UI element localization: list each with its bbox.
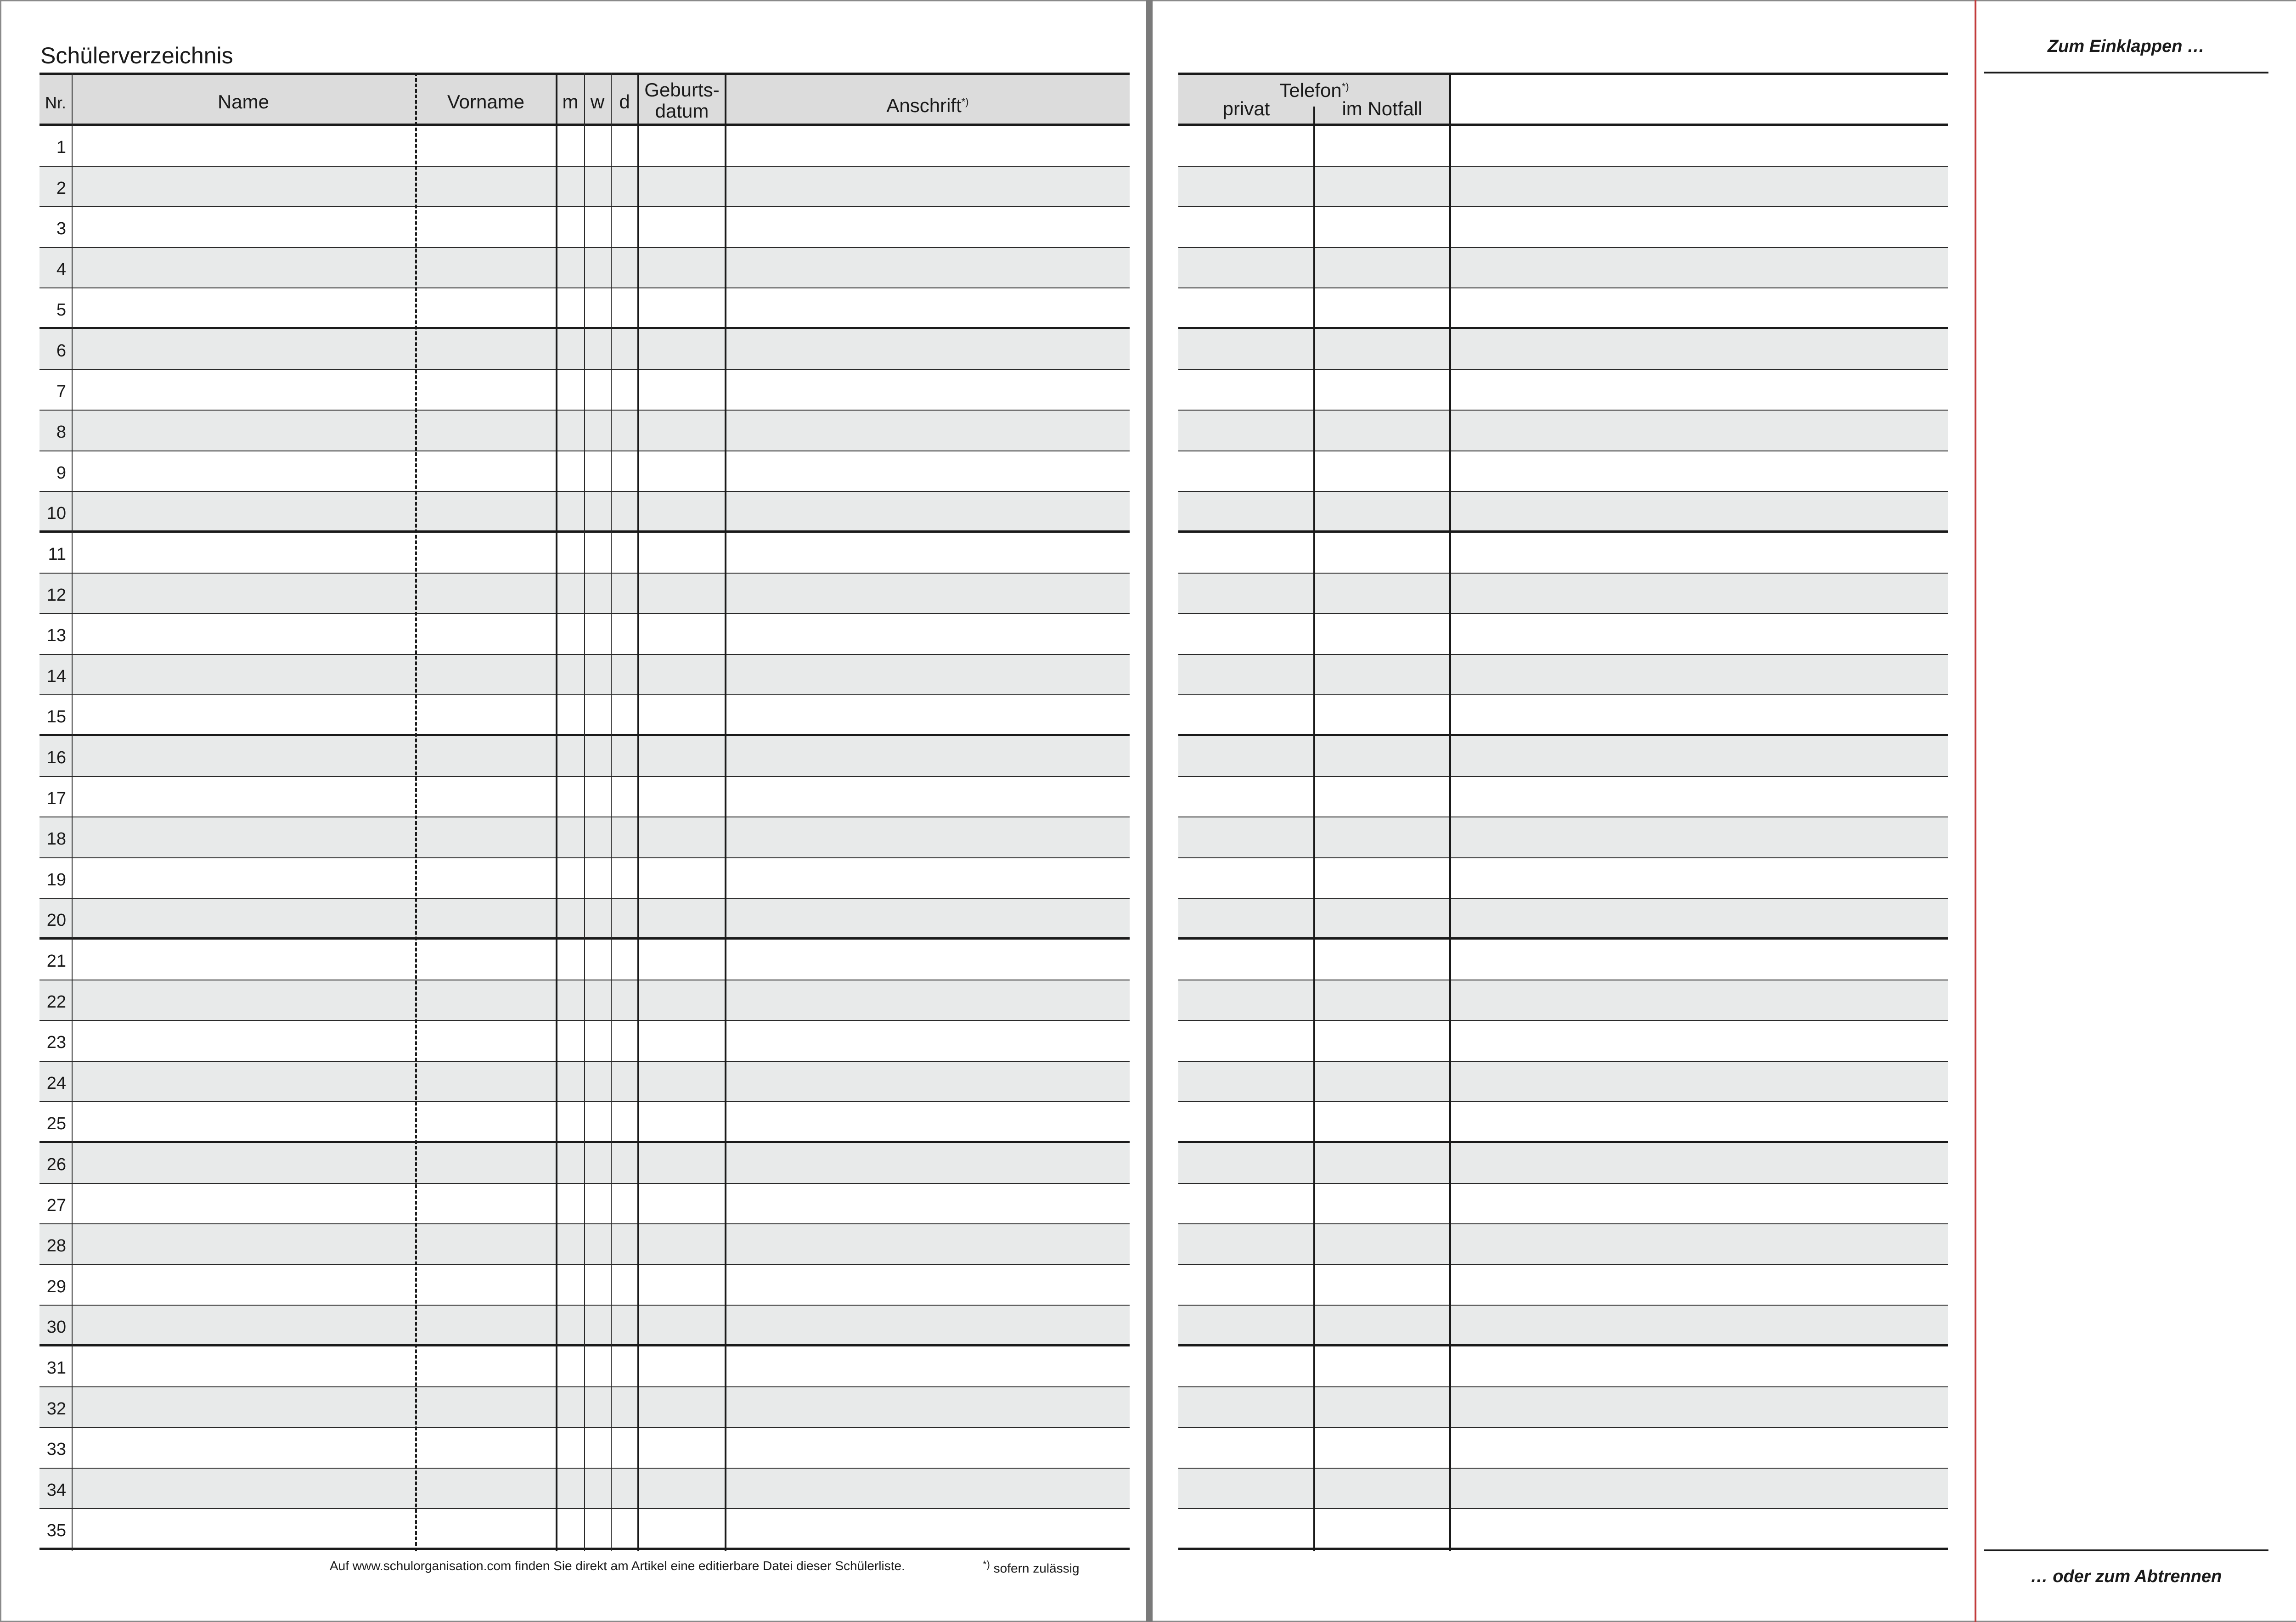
- phone-table-row: [1178, 1143, 1948, 1184]
- phone-table-header: [1178, 73, 1948, 126]
- header-top-rule: [1450, 73, 1948, 75]
- row-number: 33: [46, 1440, 66, 1459]
- phone-table-row: [1178, 899, 1948, 940]
- phone-table-row: [1178, 126, 1948, 167]
- header-m: m: [562, 91, 579, 113]
- row-number: 15: [46, 707, 66, 727]
- phone-table: [1178, 73, 1948, 1551]
- col-divider-notfall: [1449, 73, 1451, 1551]
- phone-table-row: [1178, 736, 1948, 777]
- phone-table-row: [1178, 1184, 1948, 1225]
- row-number: 27: [46, 1195, 66, 1215]
- row-number: 34: [46, 1480, 66, 1500]
- phone-table-row: [1178, 1062, 1948, 1103]
- flap-bottom-text: … oder zum Abtrennen: [2030, 1567, 2222, 1586]
- header-telefon-label: Telefon: [1279, 79, 1342, 101]
- row-number: 10: [46, 504, 66, 524]
- phone-table-row: [1178, 614, 1948, 655]
- row-number: 2: [56, 178, 66, 198]
- row-number: 4: [56, 259, 66, 279]
- row-number: 32: [46, 1399, 66, 1419]
- col-divider-d: [637, 73, 639, 1551]
- footer-sup: *): [983, 1559, 990, 1570]
- header-nr: Nr.: [45, 93, 66, 112]
- row-number: 16: [46, 748, 66, 767]
- phone-table-row: [1178, 288, 1948, 329]
- col-divider-name: [415, 73, 417, 1551]
- header-anschrift-sup: *): [961, 96, 969, 107]
- phone-table-row: [1178, 533, 1948, 574]
- flap-top-text: Zum Einklappen …: [2047, 37, 2205, 56]
- row-number: 25: [46, 1114, 66, 1134]
- header-anschrift: [726, 91, 1130, 116]
- phone-table-row: [1178, 817, 1948, 858]
- phone-table-row: [1178, 858, 1948, 899]
- phone-table-row: [1178, 1021, 1948, 1062]
- row-number: 7: [56, 382, 66, 401]
- header-w: w: [590, 91, 605, 113]
- fold-line: [1975, 0, 1976, 1622]
- header-geburtsdatum-line2: datum: [655, 100, 709, 122]
- row-number: 8: [56, 422, 66, 442]
- phone-table-row: [1178, 1509, 1948, 1550]
- phone-table-row: [1178, 248, 1948, 289]
- row-number: 6: [56, 341, 66, 360]
- header-privat: privat: [1222, 98, 1270, 119]
- flap-top-rule: [1984, 72, 2268, 73]
- student-table: [39, 73, 1130, 1551]
- row-number: 12: [46, 585, 66, 605]
- row-number: 11: [48, 545, 66, 564]
- phone-table-row: [1178, 1387, 1948, 1428]
- binding-spine: [1146, 0, 1153, 1622]
- row-number: 19: [46, 870, 66, 890]
- phone-table-row: [1178, 1346, 1948, 1387]
- row-number: 5: [56, 300, 66, 320]
- header-notfall: im Notfall: [1342, 98, 1423, 119]
- phone-table-row: [1178, 167, 1948, 208]
- row-number: 28: [46, 1236, 66, 1256]
- phone-table-row: [1178, 777, 1948, 818]
- col-divider-geburtsdatum: [725, 73, 726, 1551]
- header-telefon: [1178, 76, 1450, 101]
- header-name: Name: [217, 91, 270, 113]
- row-number: 9: [56, 463, 66, 483]
- row-number: 20: [46, 911, 66, 930]
- phone-table-row: [1178, 1469, 1948, 1509]
- row-number: 31: [46, 1358, 66, 1378]
- phone-table-row: [1178, 411, 1948, 451]
- col-divider-privat: [1313, 107, 1315, 1551]
- col-divider-m: [584, 73, 585, 1551]
- row-number: 35: [46, 1521, 66, 1541]
- phone-table-row: [1178, 207, 1948, 248]
- footer-note: [330, 1559, 905, 1573]
- row-number: 23: [46, 1033, 66, 1053]
- header-d: d: [619, 91, 630, 113]
- col-divider-vorname: [556, 73, 557, 1551]
- phone-table-row: [1178, 1102, 1948, 1143]
- phone-table-row: [1178, 940, 1948, 980]
- header-anschrift-label: Anschrift: [886, 95, 962, 116]
- header-geburtsdatum: [638, 79, 726, 122]
- col-divider-nr: [72, 73, 73, 1551]
- phone-table-row: [1178, 1265, 1948, 1306]
- row-number: 24: [46, 1073, 66, 1093]
- phone-table-row: [1178, 655, 1948, 696]
- row-number: 29: [46, 1277, 66, 1296]
- col-divider-w: [611, 73, 612, 1551]
- header-telefon-sup: *): [1341, 81, 1349, 92]
- row-number: 13: [46, 626, 66, 646]
- row-number: 30: [46, 1318, 66, 1337]
- phone-table-row: [1178, 695, 1948, 736]
- row-number: 14: [46, 666, 66, 686]
- phone-table-row: [1178, 1428, 1948, 1469]
- row-number: 1: [56, 138, 66, 157]
- header-vorname: Vorname: [447, 91, 525, 113]
- phone-table-row: [1178, 1306, 1948, 1346]
- phone-table-row: [1178, 1224, 1948, 1265]
- flap-bottom-rule: [1984, 1549, 2268, 1551]
- row-number: 17: [46, 788, 66, 808]
- page-title: Schülerverzeichnis: [40, 43, 233, 68]
- phone-table-row: [1178, 492, 1948, 533]
- phone-table-row: [1178, 370, 1948, 411]
- footer-note-text: Auf www.schulorganisation.com finden Sie direkt am Artikel eine editierbare Datei dieser Schülerliste.: [330, 1559, 905, 1573]
- header-geburtsdatum-line1: Geburts-: [644, 79, 720, 101]
- footer-condition-text: sofern zulässig: [993, 1561, 1080, 1576]
- phone-table-row: [1178, 329, 1948, 370]
- footer-condition: [983, 1559, 1079, 1576]
- row-number: 22: [46, 992, 66, 1012]
- row-number: 26: [46, 1155, 66, 1174]
- phone-table-row: [1178, 980, 1948, 1021]
- row-number: 3: [56, 219, 66, 239]
- row-number: 21: [46, 952, 66, 971]
- row-number: 18: [46, 829, 66, 849]
- phone-table-row: [1178, 574, 1948, 614]
- phone-table-row: [1178, 451, 1948, 492]
